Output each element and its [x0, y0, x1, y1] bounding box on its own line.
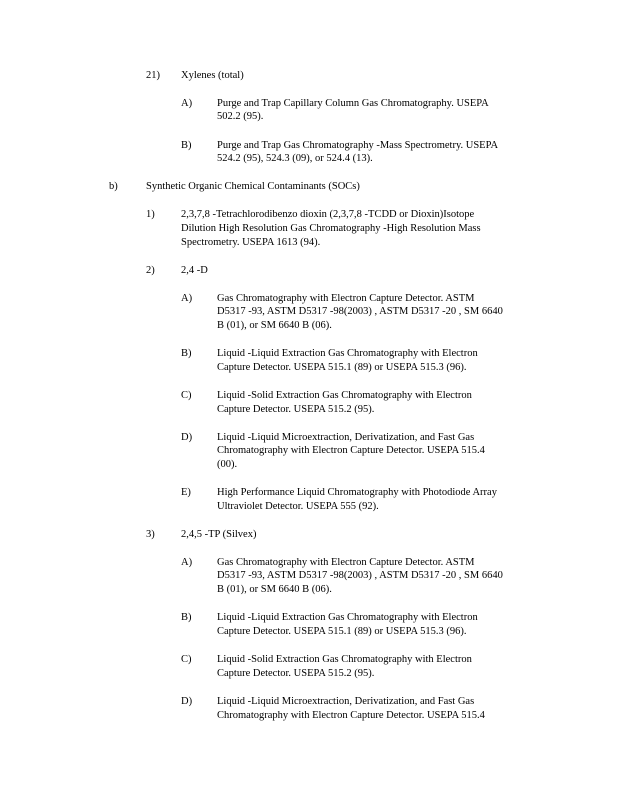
item-text-line: Gas Chromatography with Electron Capture Detector. ASTM	[217, 557, 475, 568]
item-label: A)	[181, 98, 193, 109]
item-heading: 2,4,5 -TP (Silvex)	[181, 529, 257, 540]
item-text-line: Capture Detector. USEPA 515.1 (89) or USEPA 515.3 (96).	[217, 626, 467, 637]
item-text-line: Liquid -Liquid Microextraction, Derivatization, and Fast Gas	[217, 696, 475, 707]
item-text-line: Liquid -Solid Extraction Gas Chromatography with Electron	[217, 390, 472, 401]
item-text-line: Liquid -Liquid Extraction Gas Chromatography with Electron	[217, 348, 478, 359]
item-text-line: D5317 -93, ASTM D5317 -98(2003) , ASTM D5317 -20 , SM 6640	[217, 306, 503, 317]
item-heading: Xylenes (total)	[181, 70, 244, 81]
item-text-line: Capture Detector. USEPA 515.2 (95).	[217, 404, 375, 415]
item-label: 3)	[146, 529, 155, 540]
item-label: B)	[181, 348, 192, 359]
section-label: b)	[109, 181, 118, 192]
item-text-line: Capture Detector. USEPA 515.1 (89) or USEPA 515.3 (96).	[217, 362, 467, 373]
item-text-line: Spectrometry. USEPA 1613 (94).	[181, 237, 321, 248]
item-label: D)	[181, 432, 193, 443]
item-label: C)	[181, 654, 192, 665]
item-label: E)	[181, 487, 191, 498]
item-text-line: 2,3,7,8 -Tetrachlorodibenzo dioxin (2,3,7,8 -TCDD or Dioxin)Isotope	[181, 209, 475, 220]
item-label: B)	[181, 140, 192, 151]
item-text-line: (00).	[217, 459, 238, 470]
item-text-line: Capture Detector. USEPA 515.2 (95).	[217, 668, 375, 679]
item-text-line: Liquid -Solid Extraction Gas Chromatography with Electron	[217, 654, 472, 665]
item-label: 21)	[146, 70, 160, 81]
item-text-line: Purge and Trap Gas Chromatography -Mass Spectrometry. USEPA	[217, 140, 499, 151]
item-label: B)	[181, 612, 192, 623]
item-text-line: Liquid -Liquid Extraction Gas Chromatography with Electron	[217, 612, 478, 623]
item-text-line: B (01), or SM 6640 B (06).	[217, 320, 332, 331]
item-text-line: High Performance Liquid Chromatography with Photodiode Array	[217, 487, 497, 498]
item-label: D)	[181, 696, 193, 707]
item-label: A)	[181, 557, 193, 568]
item-text-line: Chromatography with Electron Capture Detector. USEPA 515.4	[217, 710, 485, 721]
item-text-line: Liquid -Liquid Microextraction, Derivatization, and Fast Gas	[217, 432, 475, 443]
item-text-line: B (01), or SM 6640 B (06).	[217, 584, 332, 595]
item-text-line: Gas Chromatography with Electron Capture Detector. ASTM	[217, 293, 475, 304]
item-text-line: Chromatography with Electron Capture Detector. USEPA 515.4	[217, 445, 485, 456]
item-heading: 2,4 -D	[181, 265, 208, 276]
item-text-line: 502.2 (95).	[217, 111, 264, 122]
item-label: 1)	[146, 209, 155, 220]
item-label: 2)	[146, 265, 155, 276]
item-text-line: Purge and Trap Capillary Column Gas Chromatography. USEPA	[217, 98, 489, 109]
item-label: C)	[181, 390, 192, 401]
section-heading: Synthetic Organic Chemical Contaminants (SOCs)	[146, 181, 360, 192]
item-label: A)	[181, 293, 193, 304]
item-text-line: Ultraviolet Detector. USEPA 555 (92).	[217, 501, 379, 512]
item-text-line: D5317 -93, ASTM D5317 -98(2003) , ASTM D5317 -20 , SM 6640	[217, 570, 503, 581]
item-text-line: 524.2 (95), 524.3 (09), or 524.4 (13).	[217, 153, 373, 164]
item-text-line: Dilution High Resolution Gas Chromatography -High Resolution Mass	[181, 223, 481, 234]
